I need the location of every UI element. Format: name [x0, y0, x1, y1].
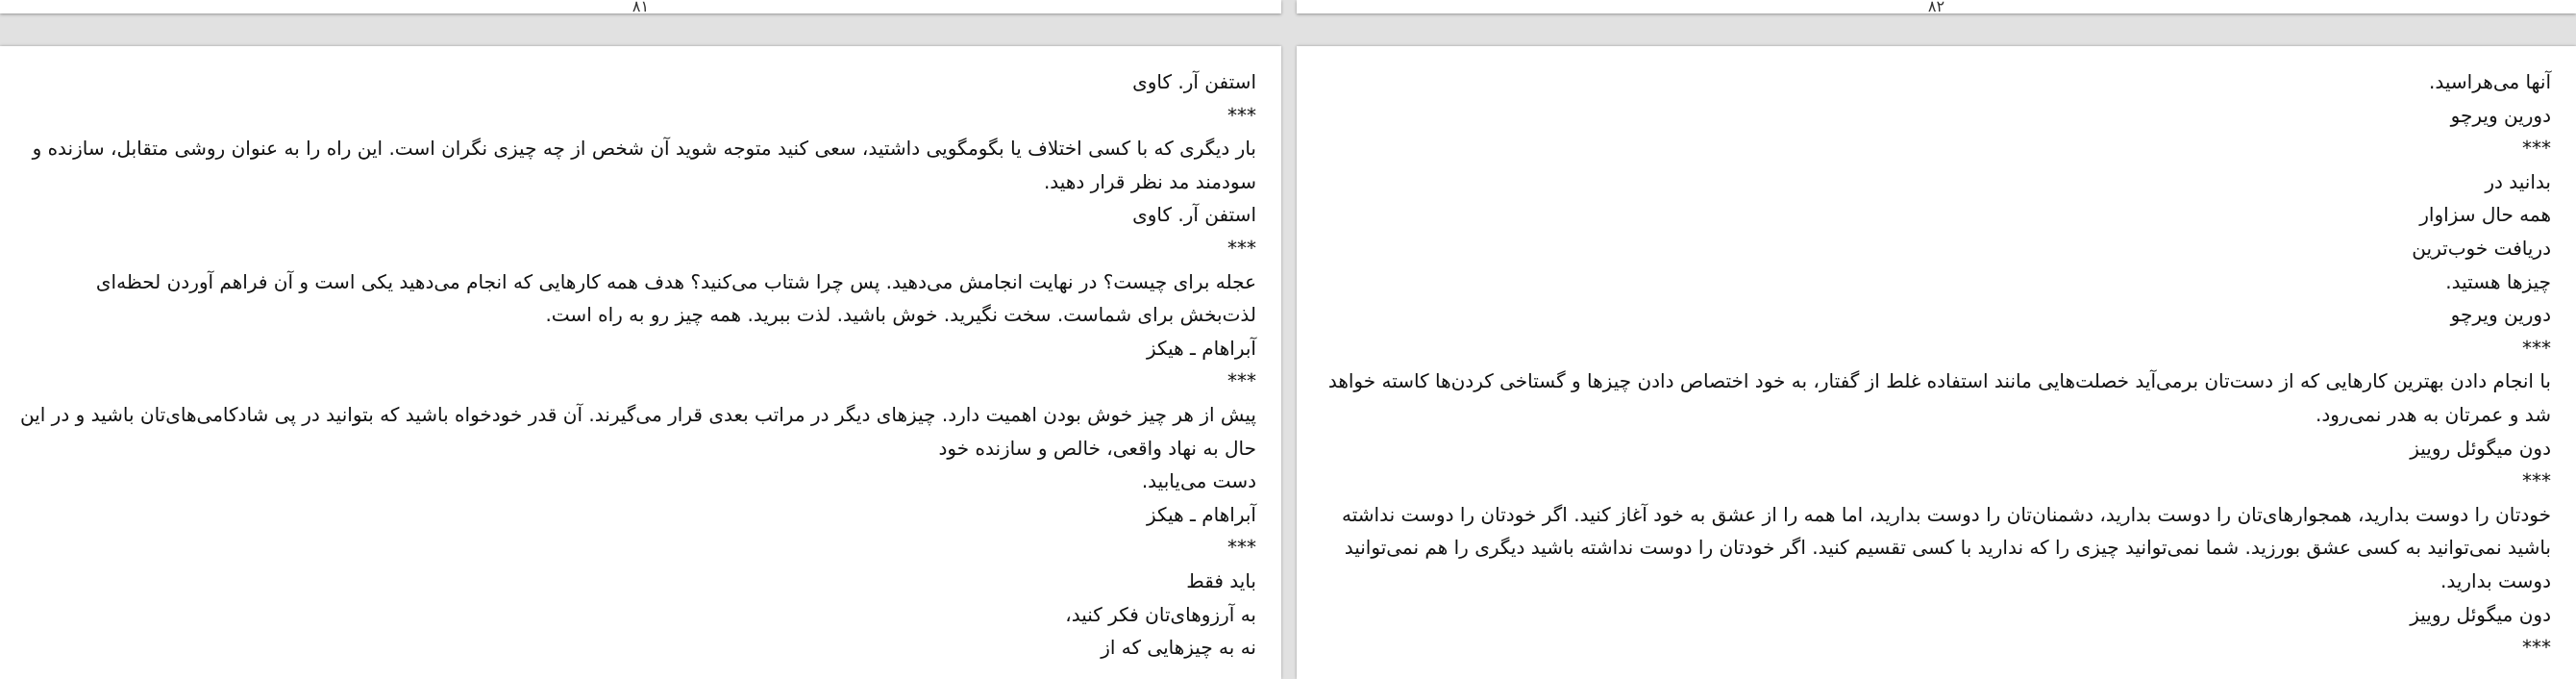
- quote-line: آنها می‌هراسید.: [2429, 70, 2551, 93]
- author-attribution: آبراهام ـ هیکز: [1147, 336, 1256, 360]
- poem-line: همه حال سزاوار: [2419, 203, 2551, 227]
- poem-line: دریافت خوب‌ترین: [2412, 236, 2551, 260]
- previous-page-right-fragment: [1297, 0, 2576, 13]
- separator-stars: ***: [2522, 137, 2551, 161]
- previous-page-left-fragment: [0, 0, 1281, 13]
- page-text-right: [1316, 65, 2551, 679]
- quote-paragraph: خودتان را دوست بدارید، همجوارهای‌تان را دوست بدارید، دشمنان‌تان را دوست بدارید، اما همه را از عشق به خود آغاز کنید. اگر خودتان را دوست نداشته باشید نمی‌توانید به کسی عشق بورزید. شما نمی‌توانید چیزی را که ندارید با کسی تقسیم کنید. اگر خودتان را دوست نداشته باشید دیگری را هم نمی‌توانید دوست بدارید.: [1342, 502, 2551, 592]
- book-page-right[interactable]: [1297, 46, 2576, 679]
- separator-stars: ***: [1227, 236, 1256, 260]
- separator-stars: ***: [1227, 536, 1256, 560]
- separator-stars: ***: [2522, 336, 2551, 360]
- separator-stars: ***: [1227, 369, 1256, 393]
- quote-paragraph: با انجام دادن بهترین کارهایی که از دست‌تان برمی‌آید خصلت‌هایی مانند استفاده غلط از گفتار، به خود اختصاص دادن چیزها و گستاخی کردن‌ها کاسته خواهد شد و عمرتان به هدر نمی‌رود.: [1327, 369, 2551, 426]
- book-page-left[interactable]: [0, 46, 1281, 679]
- quote-paragraph: بار دیگری که با کسی اختلاف یا بگومگویی داشتید، سعی کنید متوجه شوید آن شخص از چه چیزی نگران است. این راه را به عنوان روشی متقابل، سازنده و سودمند مد نظر قرار دهید.: [32, 137, 1256, 193]
- author-attribution: استفن آر. کاوی: [1132, 203, 1256, 227]
- author-attribution: دون میگوئل روییز: [2410, 436, 2551, 460]
- author-attribution: استفن آر. کاوی: [1132, 70, 1256, 93]
- poem-line: چیزها هستید.: [2445, 269, 2551, 293]
- author-attribution: دورین ویرچو: [2450, 303, 2551, 327]
- separator-stars: ***: [2522, 469, 2551, 493]
- page-number-left: ۸۱: [632, 0, 650, 13]
- poem-line: به آرزوهای‌تان فکر کنید،: [1065, 602, 1256, 626]
- author-attribution: آبراهام ـ هیکز: [1147, 502, 1256, 526]
- quote-line: دست می‌یابید.: [1141, 469, 1256, 493]
- page-text-left: [19, 65, 1256, 679]
- author-attribution: دون میگوئل روییز: [2410, 602, 2551, 626]
- poem-line: بدانید در: [2485, 169, 2551, 193]
- author-attribution: دورین ویرچو: [2450, 103, 2551, 127]
- quote-paragraph: عجله برای چیست؟ در نهایت انجامش می‌دهید. پس چرا شتاب می‌کنید؟ هدف همه کارهایی که انجام می‌دهید یکی است و آن فراهم آوردن لحظه‌ای لذت‌بخش برای شماست. سخت نگیرید. خوش باشید. لذت ببرید. همه چیز رو به راه است.: [95, 269, 1256, 327]
- page-number-right: ۸۲: [1927, 0, 1945, 13]
- poem-line: باید فقط: [1186, 568, 1256, 592]
- quote-paragraph: پیش از هر چیز خوش بودن اهمیت دارد. چیزهای دیگر در مراتب بعدی قرار می‌گیرند. آن قدر خودخواه باشید که بتوانید در پی شادکامی‌های‌تان باشید و در این حال به نهاد واقعی، خالص و سازنده خود: [19, 402, 1256, 460]
- separator-stars: ***: [2522, 636, 2551, 660]
- separator-stars: ***: [1227, 103, 1256, 127]
- poem-line: نه به چیزهایی که از: [1101, 636, 1256, 660]
